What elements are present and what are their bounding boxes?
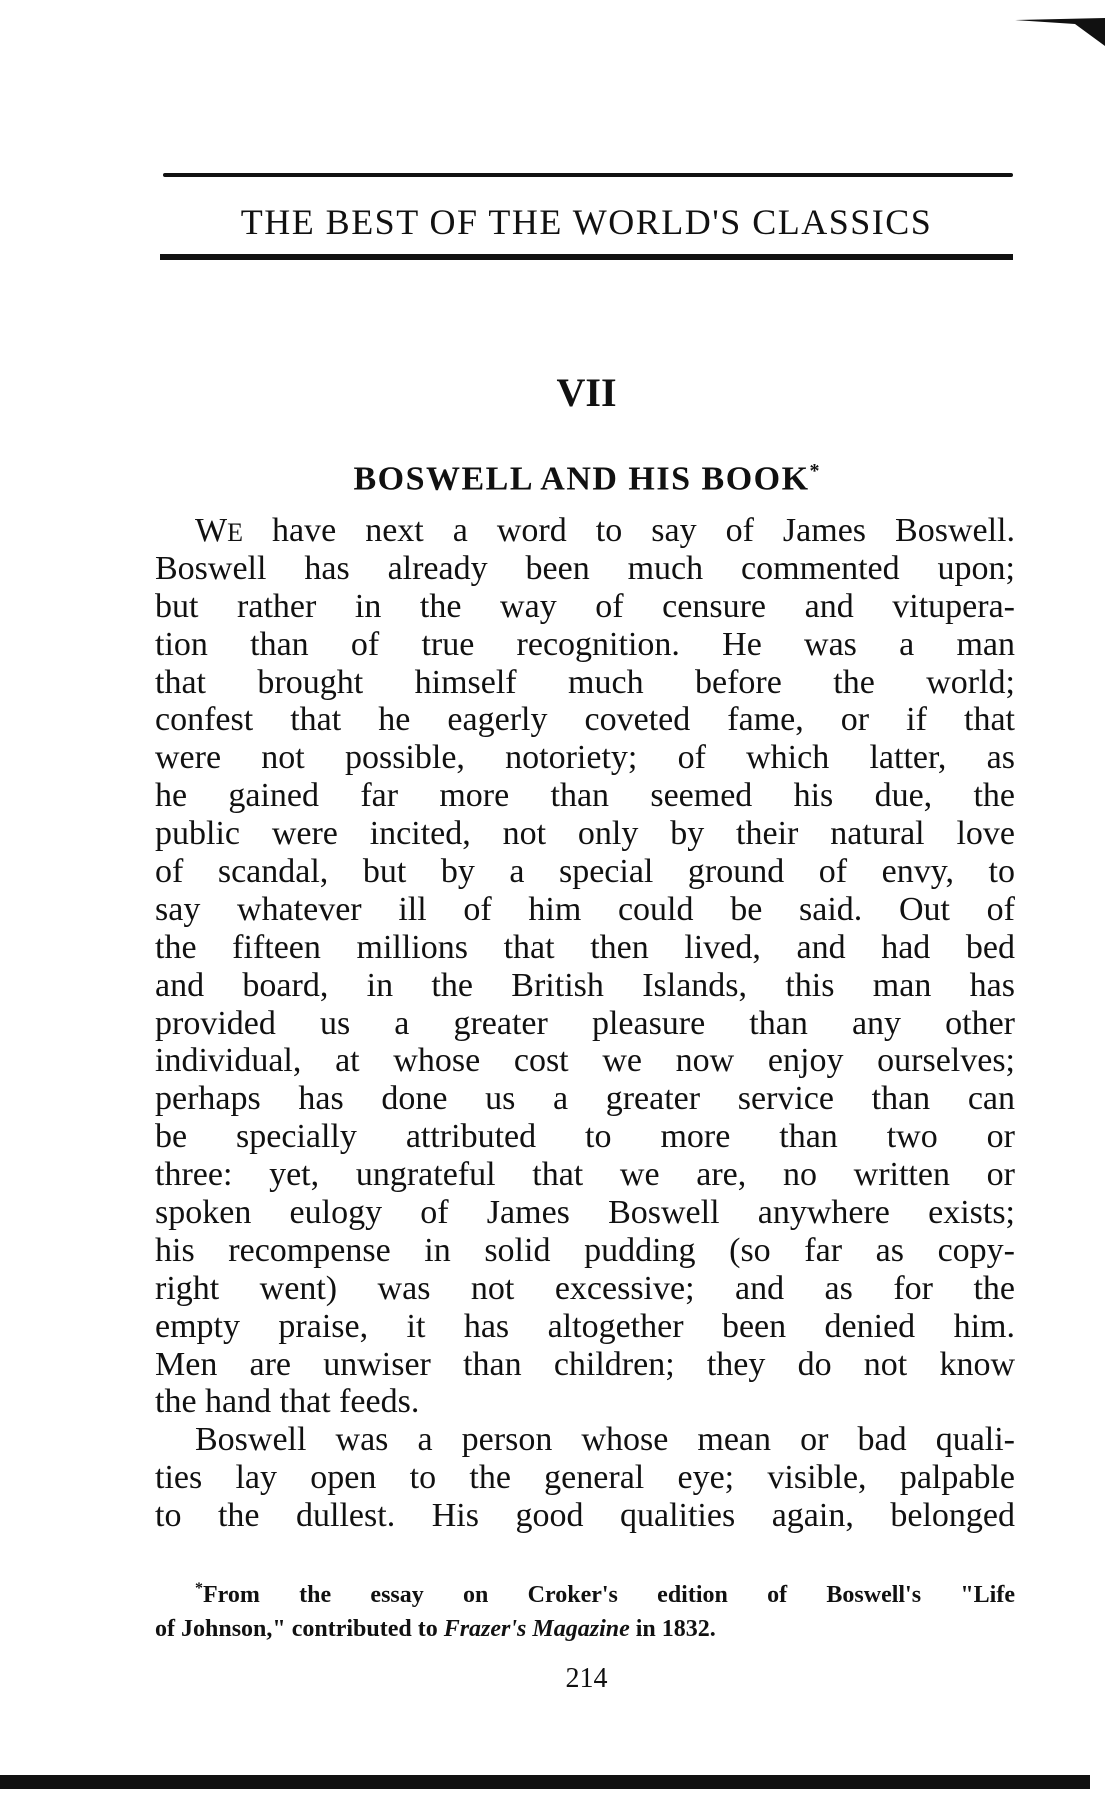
text-line: were not possible, notoriety; of which latter, as: [155, 739, 1015, 777]
chapter-title: [160, 450, 1013, 500]
text-line: perhaps has done us a greater service than can: [155, 1080, 1015, 1118]
footnote-marker: *: [195, 1580, 203, 1597]
text-line: Men are unwiser than children; they do not know: [155, 1345, 1015, 1383]
text-line: he gained far more than seemed his due, the: [155, 777, 1015, 815]
text-line: say whatever ill of him could be said. Out of: [155, 890, 1015, 928]
chapter-title-text: BOSWELL AND HIS BOOK: [353, 460, 810, 498]
footnote-magazine-title: Frazer's Magazine: [443, 1616, 630, 1642]
footnote: [155, 1572, 1015, 1646]
chapter-number: VII: [556, 370, 617, 415]
text-line: individual, at whose cost we now enjoy ourselves;: [155, 1042, 1015, 1080]
text-line: Boswell was a person whose mean or bad quali-: [195, 1421, 1015, 1459]
body-text: [155, 512, 1015, 1535]
header-bottom-rule: [160, 254, 1013, 260]
footnote-text: From the essay on Croker's edition of Boswell's "Life: [203, 1582, 1015, 1608]
text-line: Boswell has already been much commented upon;: [155, 549, 1015, 587]
drop-word-smallcaps: E: [227, 518, 243, 547]
footnote-line: [155, 1572, 1015, 1612]
footnote-text: of Johnson," contributed to: [155, 1616, 444, 1642]
header-top-rule: [163, 173, 1013, 177]
text-line: the hand that feeds.: [155, 1383, 420, 1421]
text-line: right went) was not excessive; and as for the: [155, 1269, 1015, 1307]
bottom-edge-rule: [0, 1775, 1090, 1789]
text-line: his recompense in solid pudding (so far as copy-: [155, 1231, 1015, 1269]
text-line: three: yet, ungrateful that we are, no written or: [155, 1156, 1015, 1194]
text-line: empty praise, it has altogether been denied him.: [155, 1307, 1015, 1345]
text-line: the fifteen millions that then lived, and had bed: [155, 928, 1015, 966]
footnote-line: [155, 1612, 1015, 1646]
text-line: ties lay open to the general eye; visible, palpable: [155, 1459, 1015, 1497]
drop-word-initial: W: [195, 512, 228, 549]
text-line: tion than of true recognition. He was a man: [155, 625, 1015, 663]
text-line: of scandal, but by a special ground of envy, to: [155, 853, 1015, 891]
text-line-content: have next a word to say of James Boswell.: [242, 512, 1015, 549]
footnote-reference-mark: *: [809, 460, 820, 482]
text-line: public were incited, not only by their natural love: [155, 815, 1015, 853]
text-line: [155, 512, 1015, 550]
text-line: be specially attributed to more than two or: [155, 1118, 1015, 1156]
text-line: to the dullest. His good qualities again, belonged: [155, 1497, 1015, 1535]
text-line: but rather in the way of censure and vitupera-: [155, 587, 1015, 625]
text-line: confest that he eagerly coveted fame, or if that: [155, 701, 1015, 739]
page-number: 214: [565, 1663, 608, 1694]
text-line: that brought himself much before the world;: [155, 663, 1015, 701]
footnote-text: in 1832.: [629, 1616, 716, 1642]
text-line: provided us a greater pleasure than any other: [155, 1004, 1015, 1042]
page-corner-mark: [1015, 18, 1105, 48]
text-line: and board, in the British Islands, this man has: [155, 966, 1015, 1004]
running-head: THE BEST OF THE WORLD'S CLASSICS: [240, 202, 933, 242]
text-line: spoken eulogy of James Boswell anywhere exists;: [155, 1194, 1015, 1232]
